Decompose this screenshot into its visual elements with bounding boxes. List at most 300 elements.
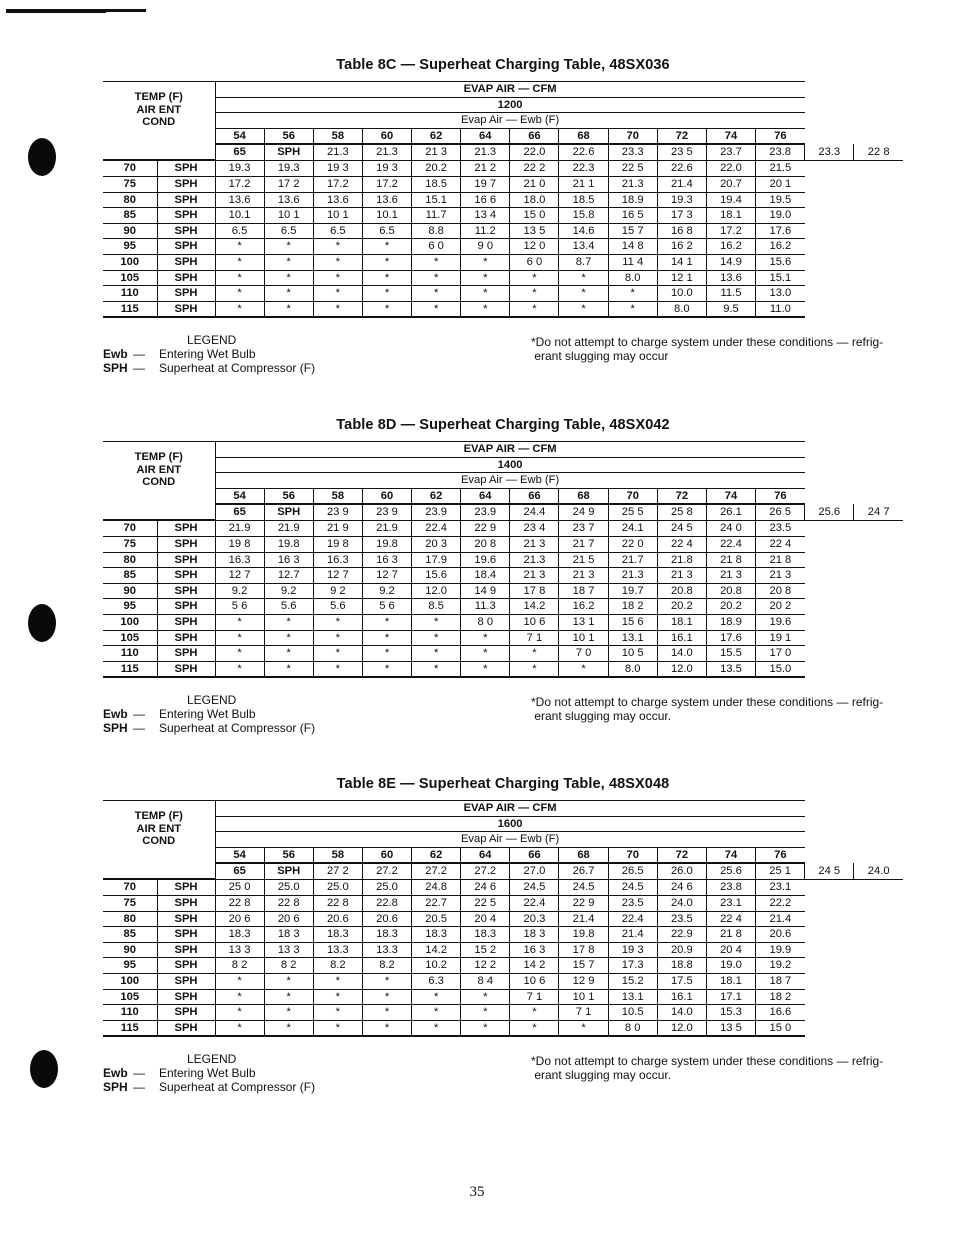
table-cell: 25.0 bbox=[264, 879, 313, 895]
superheat-table bbox=[103, 81, 903, 318]
table-cell: 10 1 bbox=[559, 630, 608, 646]
table-cell: 26.7 bbox=[559, 863, 608, 879]
table-cell: 17.2 bbox=[362, 177, 411, 193]
table-cell: 23.1 bbox=[706, 896, 755, 912]
table-cell: 20 6 bbox=[215, 911, 264, 927]
table-cell: 21.9 bbox=[362, 520, 411, 536]
corner-header-line: COND bbox=[142, 476, 176, 488]
corner-header-line: TEMP (F) bbox=[134, 810, 183, 822]
table-cell: 24 7 bbox=[854, 504, 903, 520]
table-cell: 23 5 bbox=[657, 144, 706, 160]
cfm-value: 1400 bbox=[215, 457, 805, 473]
table-cell: 22.4 bbox=[510, 896, 559, 912]
table-cell: 15.1 bbox=[756, 270, 805, 286]
corner-header-line: AIR ENT bbox=[136, 463, 182, 476]
table-row bbox=[103, 863, 903, 879]
table-cell: * bbox=[559, 1020, 608, 1036]
column-header: 72 bbox=[657, 488, 706, 504]
table-cell: * bbox=[215, 989, 264, 1005]
table-cell: 11.3 bbox=[461, 599, 510, 615]
table-cell: 22.4 bbox=[706, 537, 755, 553]
table-cell: 25.0 bbox=[362, 879, 411, 895]
table-cell: 25 8 bbox=[657, 504, 706, 520]
table-cell: * bbox=[313, 615, 362, 631]
table-cell: 20.8 bbox=[657, 583, 706, 599]
table-cell: * bbox=[461, 1020, 510, 1036]
row-temp: 70 bbox=[103, 160, 157, 176]
legend-entry bbox=[103, 721, 315, 735]
table-cell: 25.6 bbox=[805, 504, 854, 520]
table-cell: * bbox=[313, 1005, 362, 1021]
table-cell: 19.8 bbox=[559, 927, 608, 943]
row-temp: 90 bbox=[103, 583, 157, 599]
table-cell: 13 1 bbox=[559, 615, 608, 631]
legend-entry bbox=[103, 1080, 315, 1094]
table-cell: 19.8 bbox=[264, 537, 313, 553]
column-header: 68 bbox=[559, 847, 608, 863]
table-cell: 20.3 bbox=[510, 911, 559, 927]
table-caption: Table 8C — Superheat Charging Table, 48SX036 bbox=[336, 57, 670, 73]
footnote: *Do not attempt to charge system under these conditions — refrig- erant slugging may occur. bbox=[531, 695, 884, 723]
table-cell: 21 2 bbox=[461, 160, 510, 176]
legend-entry bbox=[103, 1066, 256, 1080]
table-cell: 16 2 bbox=[657, 239, 706, 255]
row-unit: SPH bbox=[157, 552, 215, 568]
table-row bbox=[103, 552, 903, 568]
table-cell: * bbox=[215, 630, 264, 646]
row-temp: 70 bbox=[103, 520, 157, 536]
row-unit: SPH bbox=[264, 863, 313, 879]
table-cell: 18.3 bbox=[412, 927, 461, 943]
table-cell: * bbox=[559, 661, 608, 677]
table-cell: 5 6 bbox=[215, 599, 264, 615]
legend-entry bbox=[103, 347, 256, 361]
legend-title: LEGEND bbox=[187, 1052, 237, 1066]
table-cell: * bbox=[510, 1005, 559, 1021]
table-cell: 23 4 bbox=[510, 520, 559, 536]
legend-abbr: Ewb bbox=[103, 707, 128, 721]
table-row bbox=[103, 208, 903, 224]
table-cell: 21.4 bbox=[559, 911, 608, 927]
table-cell: 18 2 bbox=[608, 599, 657, 615]
legend-dash: — bbox=[133, 721, 145, 735]
table-row bbox=[103, 942, 903, 958]
column-header: 62 bbox=[412, 847, 461, 863]
table-cell: 10.1 bbox=[362, 208, 411, 224]
table-cell: 16.2 bbox=[756, 239, 805, 255]
table-cell: 19.4 bbox=[706, 192, 755, 208]
table-cell: 16 3 bbox=[362, 552, 411, 568]
table-cell: * bbox=[412, 286, 461, 302]
table-cell: 20 2 bbox=[756, 599, 805, 615]
column-header: 64 bbox=[461, 847, 510, 863]
table-row bbox=[103, 537, 903, 553]
table-cell: 7 1 bbox=[510, 630, 559, 646]
table-cell: 11.2 bbox=[461, 223, 510, 239]
header-rule bbox=[6, 9, 146, 12]
table-cell: 21.5 bbox=[756, 160, 805, 176]
table-cell: 15.3 bbox=[706, 1005, 755, 1021]
table-cell: * bbox=[559, 301, 608, 317]
table-cell: 21 5 bbox=[559, 552, 608, 568]
legend-dash: — bbox=[133, 361, 145, 375]
table-cell: 13.6 bbox=[215, 192, 264, 208]
corner-header bbox=[103, 82, 215, 161]
table-cell: 16 3 bbox=[264, 552, 313, 568]
binder-hole-icon bbox=[28, 138, 56, 176]
table-cell: 17.5 bbox=[657, 974, 706, 990]
row-temp: 110 bbox=[103, 1005, 157, 1021]
table-cell: 20.8 bbox=[706, 583, 755, 599]
row-unit: SPH bbox=[157, 879, 215, 895]
table-cell: 8.0 bbox=[608, 270, 657, 286]
table-cell: 10.5 bbox=[608, 1005, 657, 1021]
table-row bbox=[103, 286, 903, 302]
table-row bbox=[103, 615, 903, 631]
table-cell: * bbox=[461, 646, 510, 662]
table-row bbox=[103, 177, 903, 193]
table-cell: 27.2 bbox=[461, 863, 510, 879]
table-cell: 17.2 bbox=[215, 177, 264, 193]
table-cell: 13.1 bbox=[608, 989, 657, 1005]
table-cell: 8 4 bbox=[461, 974, 510, 990]
table-cell: 21 3 bbox=[559, 568, 608, 584]
table-cell: 23.8 bbox=[706, 879, 755, 895]
table-cell: 15 2 bbox=[461, 942, 510, 958]
table-cell: * bbox=[215, 270, 264, 286]
table-cell: 7 1 bbox=[559, 1005, 608, 1021]
table-cell: * bbox=[264, 255, 313, 271]
table-cell: 22.0 bbox=[510, 144, 559, 160]
table-cell: 14.0 bbox=[657, 1005, 706, 1021]
table-cell: * bbox=[461, 989, 510, 1005]
table-row bbox=[103, 270, 903, 286]
row-unit: SPH bbox=[157, 177, 215, 193]
row-temp: 105 bbox=[103, 270, 157, 286]
table-cell: 20 1 bbox=[756, 177, 805, 193]
table-cell: 21 0 bbox=[510, 177, 559, 193]
table-cell: 12 2 bbox=[461, 958, 510, 974]
table-cell: 22 4 bbox=[706, 911, 755, 927]
table-cell: 18.3 bbox=[461, 927, 510, 943]
row-unit: SPH bbox=[157, 270, 215, 286]
table-cell: 13.6 bbox=[313, 192, 362, 208]
row-temp: 105 bbox=[103, 989, 157, 1005]
table-cell: 22.2 bbox=[756, 896, 805, 912]
table-cell: * bbox=[412, 989, 461, 1005]
row-temp: 105 bbox=[103, 630, 157, 646]
legend-dash: — bbox=[133, 1066, 145, 1080]
table-cell: 19.0 bbox=[756, 208, 805, 224]
table-cell: 16.3 bbox=[313, 552, 362, 568]
table-row bbox=[103, 301, 903, 317]
row-unit: SPH bbox=[157, 974, 215, 990]
row-unit: SPH bbox=[157, 615, 215, 631]
table-cell: 18.3 bbox=[215, 927, 264, 943]
table-cell: * bbox=[608, 286, 657, 302]
row-temp: 85 bbox=[103, 927, 157, 943]
table-cell: 21.4 bbox=[756, 911, 805, 927]
table-cell: * bbox=[510, 270, 559, 286]
table-cell: 21.3 bbox=[362, 144, 411, 160]
table-cell: 25.6 bbox=[706, 863, 755, 879]
table-cell: 19 1 bbox=[756, 630, 805, 646]
table-cell: 22.6 bbox=[559, 144, 608, 160]
table-cell: * bbox=[362, 255, 411, 271]
table-cell: 6.3 bbox=[412, 974, 461, 990]
table-cell: * bbox=[362, 1020, 411, 1036]
table-cell: * bbox=[461, 1005, 510, 1021]
table-cell: * bbox=[264, 1005, 313, 1021]
binder-hole-icon bbox=[28, 604, 56, 642]
table-cell: 22.7 bbox=[412, 896, 461, 912]
table-cell: 21.4 bbox=[657, 177, 706, 193]
table-cell: * bbox=[412, 661, 461, 677]
table-cell: 24.8 bbox=[412, 879, 461, 895]
row-unit: SPH bbox=[157, 301, 215, 317]
table-cell: * bbox=[510, 286, 559, 302]
table-cell: * bbox=[461, 661, 510, 677]
table-cell: 8.0 bbox=[657, 301, 706, 317]
table-cell: 21 7 bbox=[559, 537, 608, 553]
table-cell: 21.3 bbox=[313, 144, 362, 160]
row-temp: 75 bbox=[103, 896, 157, 912]
table-cell: 24 0 bbox=[706, 520, 755, 536]
table-cell: 12 9 bbox=[559, 974, 608, 990]
table-cell: 6 0 bbox=[510, 255, 559, 271]
table-cell: * bbox=[215, 239, 264, 255]
table-cell: 22 0 bbox=[608, 537, 657, 553]
table-cell: 17 3 bbox=[657, 208, 706, 224]
table-cell: 17 8 bbox=[559, 942, 608, 958]
corner-header bbox=[103, 442, 215, 521]
table-cell: 7 0 bbox=[559, 646, 608, 662]
row-temp: 75 bbox=[103, 537, 157, 553]
table-cell: 15 7 bbox=[608, 223, 657, 239]
table-cell: * bbox=[461, 255, 510, 271]
table-cell: * bbox=[510, 301, 559, 317]
evap-air-header: EVAP AIR — CFM bbox=[215, 82, 805, 98]
table-cell: 26 5 bbox=[756, 504, 805, 520]
table-cell: 24.1 bbox=[608, 520, 657, 536]
column-header: 62 bbox=[412, 128, 461, 144]
table-cell: 18.9 bbox=[706, 615, 755, 631]
column-header: 58 bbox=[313, 488, 362, 504]
table-cell: 24 5 bbox=[805, 863, 854, 879]
column-header: 66 bbox=[510, 128, 559, 144]
table-cell: 23 9 bbox=[362, 504, 411, 520]
superheat-table bbox=[103, 441, 903, 678]
table-cell: 10 5 bbox=[608, 646, 657, 662]
table-cell: 24 5 bbox=[657, 520, 706, 536]
table-cell: 22 4 bbox=[756, 537, 805, 553]
legend-title: LEGEND bbox=[187, 333, 237, 347]
table-cell: * bbox=[461, 270, 510, 286]
table-cell: 12 7 bbox=[313, 568, 362, 584]
row-temp: 75 bbox=[103, 177, 157, 193]
table-cell: 10 6 bbox=[510, 974, 559, 990]
table-cell: 13 3 bbox=[264, 942, 313, 958]
column-header: 74 bbox=[706, 847, 755, 863]
table-cell: 12.0 bbox=[657, 1020, 706, 1036]
table-cell: 17 2 bbox=[264, 177, 313, 193]
table-cell: 9.2 bbox=[264, 583, 313, 599]
row-temp: 85 bbox=[103, 208, 157, 224]
table-cell: 15.2 bbox=[608, 974, 657, 990]
table-cell: 19.9 bbox=[756, 942, 805, 958]
table-cell: * bbox=[215, 1020, 264, 1036]
table-cell: 9 0 bbox=[461, 239, 510, 255]
table-cell: 22 9 bbox=[559, 896, 608, 912]
row-unit: SPH bbox=[157, 896, 215, 912]
table-cell: * bbox=[510, 1020, 559, 1036]
table-cell: 12 7 bbox=[215, 568, 264, 584]
column-header: 76 bbox=[756, 128, 805, 144]
table-cell: 18.1 bbox=[706, 974, 755, 990]
row-temp: 80 bbox=[103, 911, 157, 927]
table-cell: 18.9 bbox=[608, 192, 657, 208]
table-cell: * bbox=[264, 239, 313, 255]
table-cell: * bbox=[264, 286, 313, 302]
table-cell: 12.0 bbox=[657, 661, 706, 677]
table-cell: 21.4 bbox=[608, 927, 657, 943]
table-cell: * bbox=[412, 270, 461, 286]
table-cell: 13.3 bbox=[313, 942, 362, 958]
table-row bbox=[103, 646, 903, 662]
table-cell: 26.1 bbox=[706, 504, 755, 520]
legend-text: Superheat at Compressor (F) bbox=[159, 721, 316, 735]
corner-header-line: AIR ENT bbox=[136, 822, 182, 835]
table-cell: * bbox=[461, 301, 510, 317]
row-unit: SPH bbox=[157, 958, 215, 974]
table-cell: 17.6 bbox=[756, 223, 805, 239]
table-cell: * bbox=[313, 255, 362, 271]
table-cell: 16.1 bbox=[657, 989, 706, 1005]
table-cell: 6.5 bbox=[215, 223, 264, 239]
table-cell: 19.7 bbox=[608, 583, 657, 599]
table-cell: 15 0 bbox=[510, 208, 559, 224]
cfm-value: 1600 bbox=[215, 816, 805, 832]
table-cell: 22 8 bbox=[854, 144, 903, 160]
column-header: 70 bbox=[608, 847, 657, 863]
row-unit: SPH bbox=[157, 927, 215, 943]
table-cell: 26.0 bbox=[657, 863, 706, 879]
table-caption: Table 8D — Superheat Charging Table, 48SX042 bbox=[336, 417, 670, 433]
row-unit: SPH bbox=[157, 255, 215, 271]
row-temp: 100 bbox=[103, 974, 157, 990]
table-cell: * bbox=[313, 286, 362, 302]
table-cell: 23.8 bbox=[756, 144, 805, 160]
table-cell: * bbox=[362, 989, 411, 1005]
table-cell: * bbox=[362, 615, 411, 631]
table-cell: 10.1 bbox=[215, 208, 264, 224]
page-number: 35 bbox=[469, 1184, 485, 1200]
column-header: 64 bbox=[461, 488, 510, 504]
table-cell: 11.5 bbox=[706, 286, 755, 302]
table-row bbox=[103, 630, 903, 646]
table-cell: 20 8 bbox=[461, 537, 510, 553]
table-cell: 18.3 bbox=[362, 927, 411, 943]
table-cell: 13 3 bbox=[215, 942, 264, 958]
table-cell: * bbox=[362, 286, 411, 302]
table-cell: 24.4 bbox=[510, 504, 559, 520]
row-temp: 115 bbox=[103, 661, 157, 677]
table-cell: 25 5 bbox=[608, 504, 657, 520]
row-unit: SPH bbox=[157, 661, 215, 677]
table-cell: 15 7 bbox=[559, 958, 608, 974]
table-cell: 14.9 bbox=[706, 255, 755, 271]
table-cell: 21 3 bbox=[756, 568, 805, 584]
table-cell: 23 7 bbox=[559, 520, 608, 536]
column-header: 70 bbox=[608, 128, 657, 144]
table-cell: 23 9 bbox=[313, 504, 362, 520]
table-cell: 8.5 bbox=[412, 599, 461, 615]
table-cell: 16 6 bbox=[461, 192, 510, 208]
table-row bbox=[103, 160, 903, 176]
column-header: 72 bbox=[657, 128, 706, 144]
binder-hole-icon bbox=[30, 1050, 58, 1088]
table-row bbox=[103, 1020, 903, 1036]
row-temp: 90 bbox=[103, 942, 157, 958]
table-cell: 20.5 bbox=[412, 911, 461, 927]
table-cell: 16 8 bbox=[657, 223, 706, 239]
table-cell: 21 1 bbox=[559, 177, 608, 193]
table-cell: 21.7 bbox=[608, 552, 657, 568]
table-cell: 24.5 bbox=[608, 879, 657, 895]
table-cell: 13.4 bbox=[559, 239, 608, 255]
table-cell: 22 2 bbox=[510, 160, 559, 176]
table-cell: 20.6 bbox=[313, 911, 362, 927]
corner-header-line: TEMP (F) bbox=[134, 451, 183, 463]
legend-abbr: Ewb bbox=[103, 347, 128, 361]
legend-dash: — bbox=[133, 1080, 145, 1094]
table-cell: 24.5 bbox=[510, 879, 559, 895]
row-unit: SPH bbox=[157, 223, 215, 239]
column-header: 72 bbox=[657, 847, 706, 863]
row-unit: SPH bbox=[157, 646, 215, 662]
table-row bbox=[103, 661, 903, 677]
table-cell: 5 6 bbox=[362, 599, 411, 615]
table-cell: 9.2 bbox=[215, 583, 264, 599]
table-cell: 22 8 bbox=[215, 896, 264, 912]
table-row bbox=[103, 223, 903, 239]
column-header: 56 bbox=[264, 488, 313, 504]
table-cell: 17.1 bbox=[706, 989, 755, 1005]
table-cell: 19 7 bbox=[461, 177, 510, 193]
table-cell: 17.9 bbox=[412, 552, 461, 568]
table-row bbox=[103, 568, 903, 584]
table-cell: 14.6 bbox=[559, 223, 608, 239]
table-cell: 22 5 bbox=[461, 896, 510, 912]
row-unit: SPH bbox=[157, 989, 215, 1005]
table-cell: 19.6 bbox=[461, 552, 510, 568]
table-cell: 21.3 bbox=[608, 568, 657, 584]
table-cell: 21 8 bbox=[706, 552, 755, 568]
column-header: 66 bbox=[510, 488, 559, 504]
table-cell: 18.5 bbox=[412, 177, 461, 193]
row-temp: 85 bbox=[103, 568, 157, 584]
table-cell: 22 8 bbox=[313, 896, 362, 912]
table-cell: 9.2 bbox=[362, 583, 411, 599]
table-cell: 21 3 bbox=[706, 568, 755, 584]
table-cell: 22.8 bbox=[362, 896, 411, 912]
row-temp: 65 bbox=[215, 144, 264, 160]
table-cell: 19.3 bbox=[657, 192, 706, 208]
table-cell: * bbox=[264, 661, 313, 677]
table-cell: 13.6 bbox=[706, 270, 755, 286]
table-cell: 9 2 bbox=[313, 583, 362, 599]
table-cell: * bbox=[215, 615, 264, 631]
